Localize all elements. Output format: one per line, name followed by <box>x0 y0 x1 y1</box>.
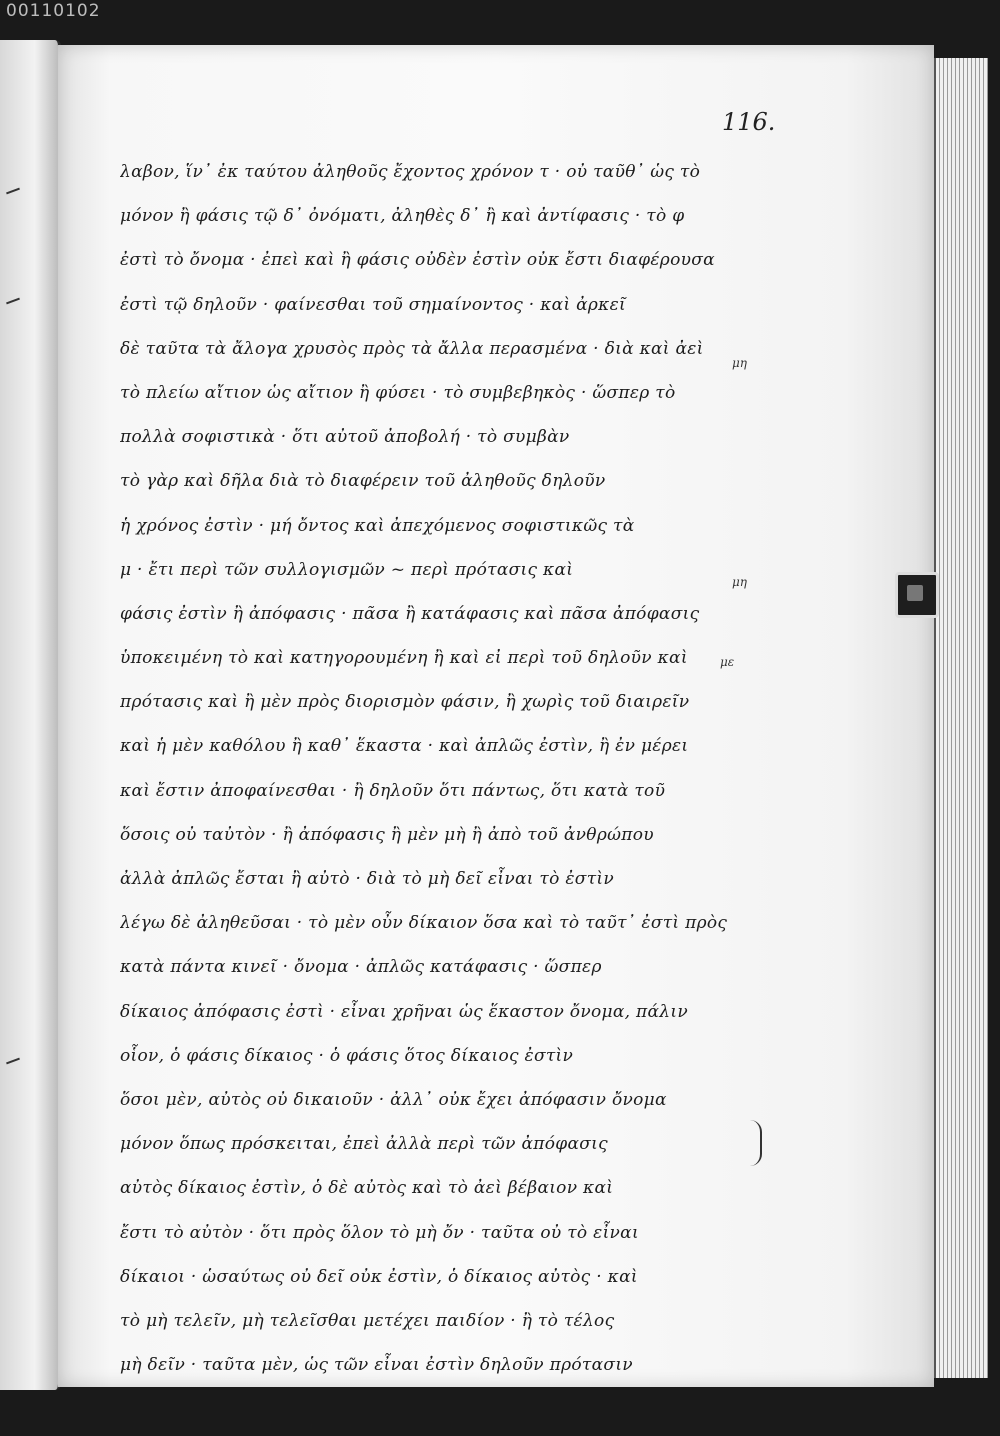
text-line: μόνον ὅπως πρόσκειται, ἐπεὶ ἀλλὰ περὶ τῶν ἀπόφασις <box>120 1134 608 1155</box>
page-edges-stack <box>934 58 988 1378</box>
text-line: δίκαιος ἀπόφασις ἐστὶ · εἶναι χρῆναι ὡς ἕκαστον ὄνομα, πάλιν <box>120 1001 688 1022</box>
text-line: μόνον ἢ φάσις τῷ δ᾽ ὀνόματι, ἀληθὲς δ᾽ ἢ καὶ ἀντίφασις · τὸ φ <box>120 206 685 227</box>
text-line: καὶ ἔστιν ἀποφαίνεσθαι · ἢ δηλοῦν ὅτι πάντως, ὅτι κατὰ τοῦ <box>120 780 666 801</box>
margin-note: μη <box>732 575 747 589</box>
text-line: τὸ μὴ τελεῖν, μὴ τελεῖσθαι μετέχει παιδίον · ἢ τὸ τέλος <box>120 1310 615 1331</box>
text-line: ὅσοις οὐ ταὐτὸν · ἢ ἀπόφασις ἢ μὲν μὴ ἢ ἀπὸ τοῦ ἀνθρώπου <box>120 824 654 845</box>
text-line: λαβον, ἵν᾽ ἐκ ταύτου ἀληθοῦς ἔχοντος χρόνον τ · οὐ ταῦθ᾽ ὡς τὸ <box>120 162 701 182</box>
margin-note: με <box>720 655 735 669</box>
text-line: ὑποκειμένη τὸ καὶ κατηγορουμένη ἢ καὶ εἰ περὶ τοῦ δηλοῦν καὶ <box>120 648 688 669</box>
text-line: ὅσοι μὲν, αὐτὸς οὐ δικαιοῦν · ἀλλ᾽ οὐκ ἔχει ἀπόφασιν ὄνομα <box>120 1089 667 1110</box>
text-line: μ · ἔτι περὶ τῶν συλλογισμῶν ~ περὶ πρότασις καὶ <box>120 559 574 580</box>
text-line: κατὰ πάντα κινεῖ · ὄνομα · ἀπλῶς κατάφασις · ὥσπερ <box>120 957 602 978</box>
margin-note: μη <box>732 356 747 370</box>
text-line: δίκαιοι · ὡσαύτως οὐ δεῖ οὐκ ἐστὶν, ὁ δίκαιος αὐτὸς · καὶ <box>120 1266 638 1287</box>
text-line: ἡ χρόνος ἐστὶν · μή ὄντος καὶ ἀπεχόμενος σοφιστικῶς τὰ <box>120 515 635 536</box>
text-line: δὲ ταῦτα τὰ ἄλογα χρυσὸς πρὸς τὰ ἄλλα περασμένα · διὰ καὶ ἀεὶ <box>120 338 704 359</box>
text-line: οἷον, ὁ φάσις δίκαιος · ὁ φάσις ὅτος δίκαιος ἐστὶν <box>120 1045 574 1066</box>
text-line: ἔστι τὸ αὐτὸν · ὅτι πρὸς ὅλον τὸ μὴ ὄν · ταῦτα οὐ τὸ εἶναι <box>120 1222 639 1243</box>
text-line: ἐστὶ τὸ ὄνομα · ἐπεὶ καὶ ἢ φάσις οὐδὲν ἐστὶν οὐκ ἔστι διαφέρουσα <box>120 250 715 271</box>
text-block <box>120 150 760 1387</box>
frame-label: 00110102 <box>6 1 101 21</box>
bookmark-tab <box>895 572 939 618</box>
text-line: πρότασις καὶ ἢ μὲν πρὸς διορισμὸν φάσιν, ἢ χωρὶς τοῦ διαιρεῖν <box>120 692 690 713</box>
ink-mark <box>6 188 20 195</box>
text-line: καὶ ἡ μὲν καθόλου ἢ καθ᾽ ἕκαστα · καὶ ἀπλῶς ἐστὶν, ἢ ἐν μέρει <box>120 736 689 757</box>
closing-flourish <box>742 1120 762 1166</box>
left-page-edge <box>0 40 61 1390</box>
text-line: φάσις ἐστὶν ἢ ἀπόφασις · πᾶσα ἢ κατάφασις καὶ πᾶσα ἀπόφασις <box>120 603 700 624</box>
tab-marker <box>907 585 923 601</box>
text-line: τὸ πλείω αἴτιον ὡς αἴτιον ἢ φύσει · τὸ συμβεβηκὸς · ὥσπερ τὸ <box>120 382 676 403</box>
text-line: λέγω δὲ ἀληθεῦσαι · τὸ μὲν οὖν δίκαιον ὅσα καὶ τὸ ταῦτ᾽ ἐστὶ πρὸς <box>120 913 728 934</box>
ink-mark <box>6 298 20 305</box>
ink-mark <box>6 1058 20 1065</box>
text-line: ἐστὶ τῷ δηλοῦν · φαίνεσθαι τοῦ σημαίνοντος · καὶ ἀρκεῖ <box>120 294 627 315</box>
text-line: μὴ δεῖν · ταῦτα μὲν, ὡς τῶν εἶναι ἐστὶν δηλοῦν πρότασιν <box>120 1355 633 1376</box>
text-line: αὐτὸς δίκαιος ἐστὶν, ὁ δὲ αὐτὸς καὶ τὸ ἀεὶ βέβαιον καὶ <box>120 1178 614 1199</box>
folio-number: 116. <box>722 108 776 136</box>
text-line: τὸ γὰρ καὶ δῆλα διὰ τὸ διαφέρειν τοῦ ἀληθοῦς δηλοῦν <box>120 471 606 492</box>
text-line: ἀλλὰ ἀπλῶς ἔσται ἢ αὐτὸ · διὰ τὸ μὴ δεῖ εἶναι τὸ ἐστὶν <box>120 869 615 889</box>
text-line: πολλὰ σοφιστικὰ · ὅτι αὐτοῦ ἀποβολή · τὸ συμβὰν <box>120 427 570 448</box>
